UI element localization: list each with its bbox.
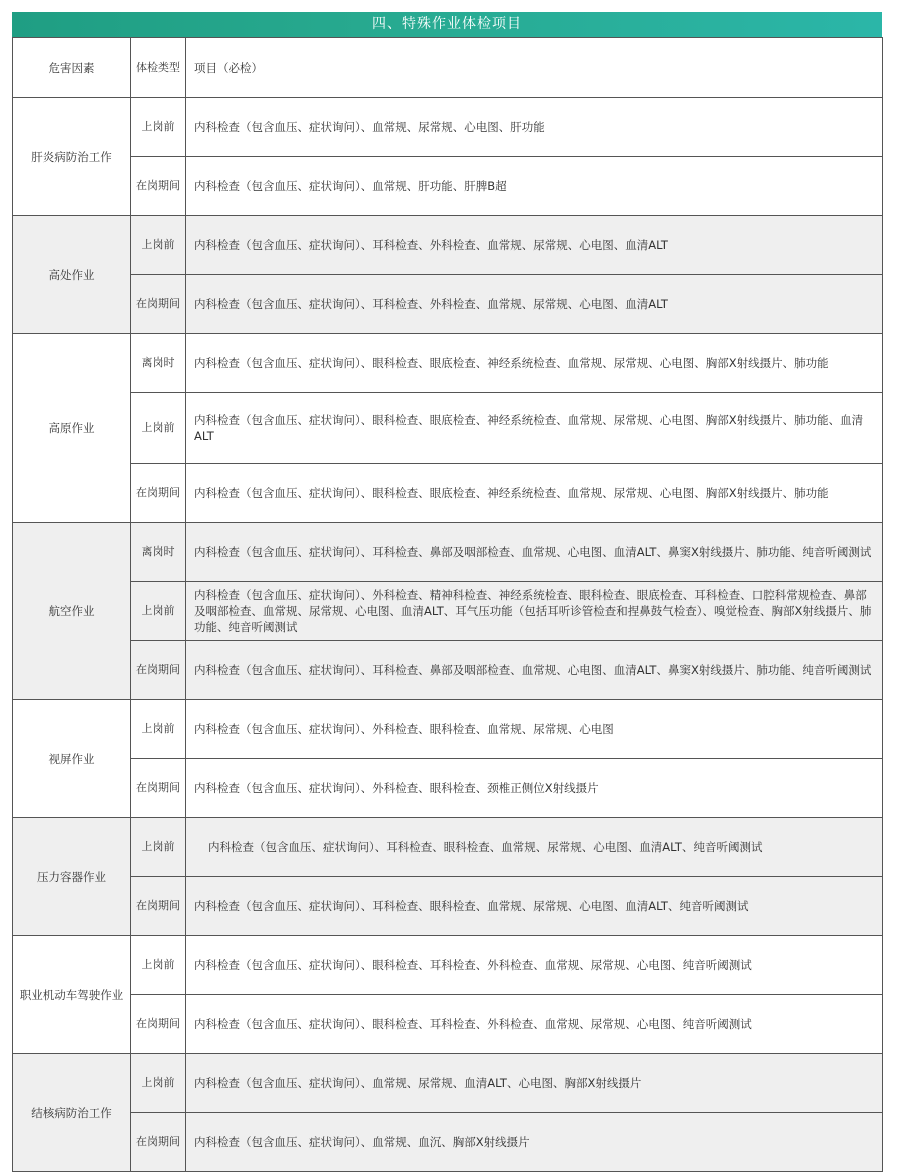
- exam-items-cell: 内科检查（包含血压、症状询问）、耳科检查、眼科检查、血常规、尿常规、心电图、血清ALT、纯音听阈测试: [186, 877, 883, 936]
- exam-type-cell: 在岗期间: [131, 157, 186, 216]
- table-row: [13, 1054, 883, 1113]
- hazard-factor-cell: 压力容器作业: [13, 818, 131, 936]
- table-row: [13, 818, 883, 877]
- table-row: [13, 936, 883, 995]
- exam-items-cell: 内科检查（包含血压、症状询问）、眼科检查、眼底检查、神经系统检查、血常规、尿常规、心电图、胸部X射线摄片、肺功能: [186, 334, 883, 393]
- exam-type-cell: 上岗前: [131, 393, 186, 464]
- exam-items-cell: 内科检查（包含血压、症状询问）、耳科检查、鼻部及咽部检查、血常规、心电图、血清ALT、鼻窦X射线摄片、肺功能、纯音听阈测试: [186, 641, 883, 700]
- exam-items-cell: 内科检查（包含血压、症状询问）、血常规、尿常规、心电图、肝功能: [186, 98, 883, 157]
- exam-type-cell: 在岗期间: [131, 877, 186, 936]
- exam-type-cell: 上岗前: [131, 1054, 186, 1113]
- hazard-factor-cell: 肝炎病防治工作: [13, 98, 131, 216]
- exam-type-cell: 上岗前: [131, 582, 186, 641]
- table-row: [13, 759, 883, 818]
- table-row: [13, 1113, 883, 1172]
- exam-items-cell: 内科检查（包含血压、症状询问）、外科检查、精神科检查、神经系统检查、眼科检查、眼底检查、耳科检查、口腔科常规检查、鼻部及咽部检查、血常规、尿常规、心电图、血清ALT、耳气压功能（包括耳听诊管检查和捏鼻鼓气检查）、嗅觉检查、胸部X射线摄片、肺功能、纯音听阈测试: [186, 582, 883, 641]
- exam-items-cell: 内科检查（包含血压、症状询问）、外科检查、眼科检查、颈椎正侧位X射线摄片: [186, 759, 883, 818]
- exam-type-cell: 上岗前: [131, 818, 186, 877]
- header-type: 体检类型: [131, 38, 186, 98]
- hazard-factor-cell: 航空作业: [13, 523, 131, 700]
- exam-type-cell: 上岗前: [131, 216, 186, 275]
- exam-items-cell: 内科检查（包含血压、症状询问）、眼科检查、耳科检查、外科检查、血常规、尿常规、心电图、纯音听阈测试: [186, 936, 883, 995]
- table-row: [13, 464, 883, 523]
- hazard-factor-cell: 高原作业: [13, 334, 131, 523]
- exam-type-cell: 在岗期间: [131, 641, 186, 700]
- exam-type-cell: 离岗时: [131, 523, 186, 582]
- exam-items-cell: 内科检查（包含血压、症状询问）、眼科检查、耳科检查、外科检查、血常规、尿常规、心电图、纯音听阈测试: [186, 995, 883, 1054]
- exam-items-cell: 内科检查（包含血压、症状询问）、血常规、血沉、胸部X射线摄片: [186, 1113, 883, 1172]
- exam-items-cell: 内科检查（包含血压、症状询问）、耳科检查、外科检查、血常规、尿常规、心电图、血清ALT: [186, 216, 883, 275]
- hazard-factor-cell: 视屏作业: [13, 700, 131, 818]
- table-row: [13, 700, 883, 759]
- exam-items-cell: 内科检查（包含血压、症状询问）、眼科检查、眼底检查、神经系统检查、血常规、尿常规、心电图、胸部X射线摄片、肺功能: [186, 464, 883, 523]
- header-row: [13, 38, 883, 98]
- table-row: [13, 877, 883, 936]
- table-row: [13, 641, 883, 700]
- table-row: [13, 275, 883, 334]
- exam-table: [12, 37, 883, 1172]
- exam-items-cell: 内科检查（包含血压、症状询问）、眼科检查、眼底检查、神经系统检查、血常规、尿常规、心电图、胸部X射线摄片、肺功能、血清ALT: [186, 393, 883, 464]
- exam-items-cell: 内科检查（包含血压、症状询问）、耳科检查、外科检查、血常规、尿常规、心电图、血清ALT: [186, 275, 883, 334]
- exam-items-cell: 内科检查（包含血压、症状询问）、耳科检查、眼科检查、血常规、尿常规、心电图、血清ALT、纯音听阈测试: [186, 818, 883, 877]
- table-row: [13, 334, 883, 393]
- exam-type-cell: 上岗前: [131, 936, 186, 995]
- table-title: 四、特殊作业体检项目: [12, 12, 882, 37]
- exam-items-cell: 内科检查（包含血压、症状询问）、外科检查、眼科检查、血常规、尿常规、心电图: [186, 700, 883, 759]
- hazard-factor-cell: 职业机动车驾驶作业: [13, 936, 131, 1054]
- exam-items-cell: 内科检查（包含血压、症状询问）、血常规、尿常规、血清ALT、心电图、胸部X射线摄片: [186, 1054, 883, 1113]
- exam-type-cell: 上岗前: [131, 98, 186, 157]
- hazard-factor-cell: 高处作业: [13, 216, 131, 334]
- hazard-factor-cell: 结核病防治工作: [13, 1054, 131, 1172]
- table-row: [13, 98, 883, 157]
- exam-items-cell: 内科检查（包含血压、症状询问）、血常规、肝功能、肝脾B超: [186, 157, 883, 216]
- exam-type-cell: 在岗期间: [131, 759, 186, 818]
- exam-type-cell: 上岗前: [131, 700, 186, 759]
- table-row: [13, 582, 883, 641]
- exam-type-cell: 在岗期间: [131, 275, 186, 334]
- table-row: [13, 157, 883, 216]
- exam-type-cell: 在岗期间: [131, 464, 186, 523]
- exam-type-cell: 在岗期间: [131, 1113, 186, 1172]
- header-factor: 危害因素: [13, 38, 131, 98]
- table-row: [13, 523, 883, 582]
- exam-type-cell: 离岗时: [131, 334, 186, 393]
- table-row: [13, 995, 883, 1054]
- header-items: 项目（必检）: [186, 38, 883, 98]
- exam-items-cell: 内科检查（包含血压、症状询问）、耳科检查、鼻部及咽部检查、血常规、心电图、血清ALT、鼻窦X射线摄片、肺功能、纯音听阈测试: [186, 523, 883, 582]
- table-row: [13, 393, 883, 464]
- table-row: [13, 216, 883, 275]
- exam-type-cell: 在岗期间: [131, 995, 186, 1054]
